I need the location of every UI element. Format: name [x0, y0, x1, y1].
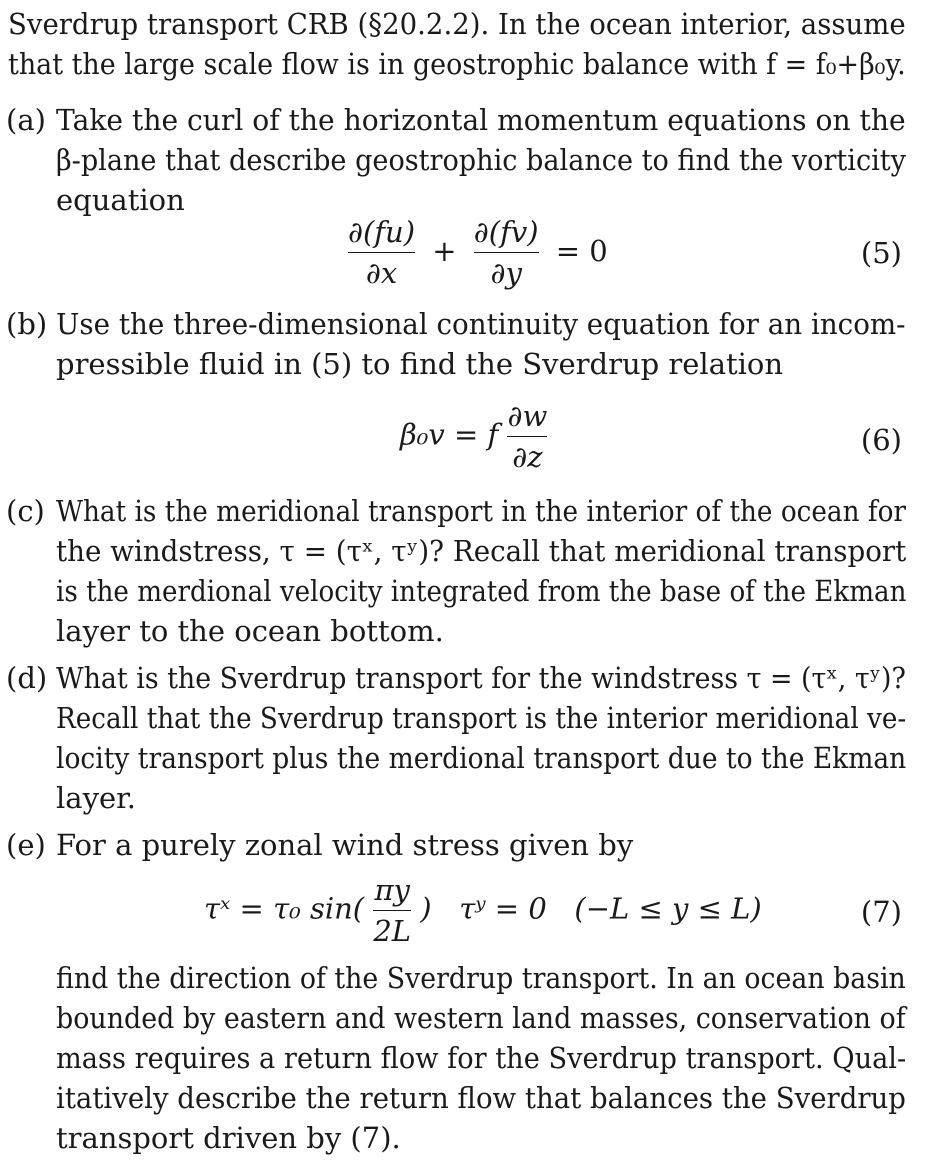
part-c-line-4: layer to the ocean bottom.	[56, 614, 444, 648]
part-d-line-4: layer.	[56, 781, 137, 815]
eq5-frac-1	[348, 214, 415, 291]
eq6-den: ∂z	[512, 440, 543, 474]
part-a-line-1: Take the curl of the horizontal momentum equations on the	[56, 103, 906, 137]
equation-7-number: (7)	[860, 895, 902, 929]
eq6-lhs: β₀v = f	[400, 417, 499, 452]
equation-5	[348, 214, 608, 291]
part-e-after-line-4: itatively describe the return flow that balances the Sverdrup	[56, 1081, 906, 1115]
part-c-line-1: What is the meridional transport in the interior of the ocean for	[56, 494, 906, 528]
equation-5-number: (5)	[860, 236, 902, 270]
eq5-rhs: = 0	[555, 233, 608, 268]
eq5-frac-2	[474, 214, 539, 291]
intro-line-1: Sverdrup transport CRB (§20.2.2). In the ocean interior, assume	[8, 7, 906, 41]
part-e-after-line-3: mass requires a return flow for the Sverdrup transport. Qual-	[56, 1041, 907, 1075]
eq5-den-2: ∂y	[490, 256, 522, 290]
part-c-line-3: is the merdional velocity integrated from the base of the Ekman	[56, 574, 907, 608]
equation-7	[204, 872, 762, 949]
part-a-label: (a)	[6, 103, 46, 137]
part-b-line-2: pressible fluid in (5) to find the Sverdrup relation	[56, 347, 784, 381]
part-a-line-3: equation	[56, 183, 185, 217]
part-b-line-1: Use the three-dimensional continuity equation for an incom-	[56, 307, 906, 341]
equation-6-number: (6)	[860, 423, 902, 457]
eq7-frac	[373, 872, 411, 949]
eq6-frac	[507, 398, 547, 475]
part-d-line-2: Recall that the Sverdrup transport is the interior meridional ve-	[56, 701, 907, 735]
part-c-label: (c)	[6, 494, 45, 528]
eq6-num: ∂w	[507, 399, 548, 433]
part-a-line-2: β-plane that describe geostrophic balance to find the vorticity	[56, 143, 906, 177]
part-d-line-3: locity transport plus the merdional transport due to the Ekman	[56, 741, 907, 775]
eq5-num-2: ∂(fv)	[473, 215, 539, 249]
part-e-after-line-2: bounded by eastern and western land masses, conservation of	[56, 1001, 906, 1035]
part-e-label: (e)	[6, 828, 46, 862]
part-b-label: (b)	[6, 307, 48, 341]
eq7-den: 2L	[373, 914, 412, 948]
intro-line-2: that the large scale flow is in geostrophic balance with f = f₀+β₀y.	[8, 47, 906, 81]
eq7-bar	[373, 910, 411, 911]
equation-6	[400, 398, 547, 475]
eq7-part-2: ) τʸ = 0 (−L ≤ y ≤ L)	[420, 891, 762, 926]
eq5-den-1: ∂x	[365, 256, 398, 290]
part-e-after-line-1: find the direction of the Sverdrup transport. In an ocean basin	[56, 961, 906, 995]
eq5-bar-2	[474, 252, 539, 253]
eq7-num: πy	[374, 873, 410, 907]
eq7-part-1: τˣ = τ₀ sin(	[204, 891, 365, 926]
eq6-bar	[507, 436, 547, 437]
eq5-num-1: ∂(fu)	[348, 215, 416, 249]
part-d-label: (d)	[6, 661, 48, 695]
eq5-bar-1	[348, 252, 415, 253]
part-e-after-line-5: transport driven by (7).	[56, 1121, 401, 1155]
eq5-plus: +	[432, 233, 457, 268]
part-c-line-2: the windstress, τ = (τˣ, τʸ)? Recall that meridional transport	[56, 534, 907, 568]
part-e-line-1: For a purely zonal wind stress given by	[56, 828, 634, 862]
part-d-line-1: What is the Sverdrup transport for the windstress τ = (τˣ, τʸ)?	[56, 661, 906, 695]
